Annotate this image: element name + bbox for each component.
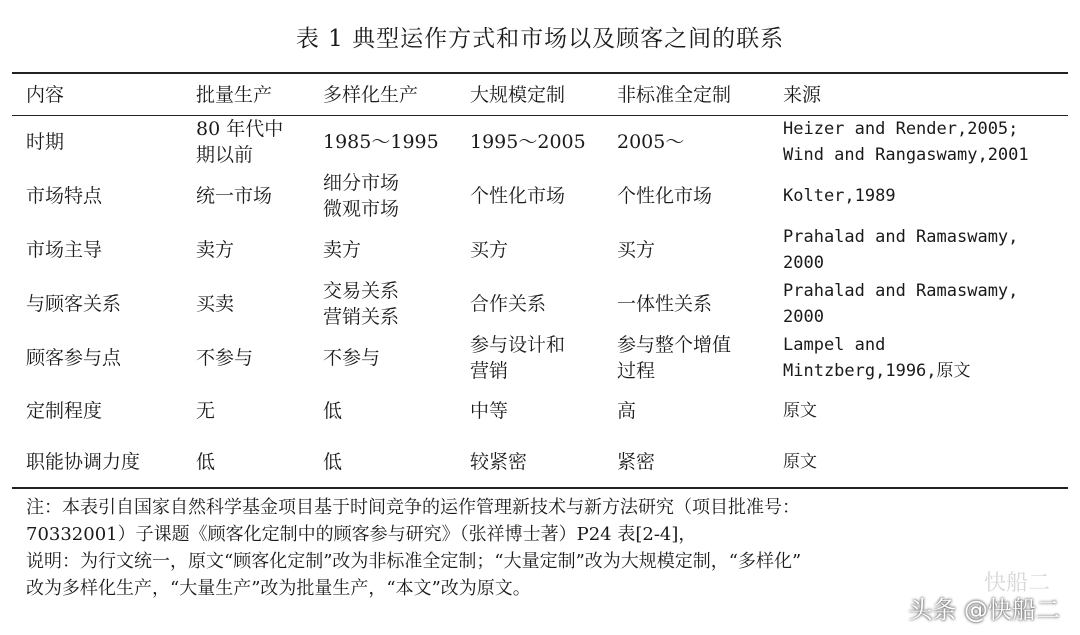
cell-batch: 低 [196, 450, 216, 473]
cell-mass-custom: 较紧密 [470, 450, 528, 473]
cell-mass-custom: 参与设计和 营销 [470, 334, 566, 382]
note-line: 说明：为行文统一，原文“顾客化定制”改为非标准全定制；“大量定制”改为大规模定制，“多样化” [26, 551, 802, 572]
cell-source: 原文 [783, 400, 817, 421]
cell-mass-custom: 买方 [470, 239, 509, 261]
cell-source: Prahalad and Ramaswamy, 2000 [783, 227, 1019, 273]
table-row [12, 115, 1068, 169]
table-row [12, 436, 1068, 487]
table-row [12, 223, 1068, 277]
cell-batch: 统一市场 [196, 185, 273, 207]
column-header: 来源 [783, 83, 822, 106]
row-label: 定制程度 [26, 399, 103, 422]
cell-mass-custom: 个性化市场 [470, 185, 566, 207]
cell-mass-custom: 1995～2005 [470, 131, 586, 153]
cell-variety: 交易关系 营销关系 [323, 280, 400, 328]
cell-full-custom: 个性化市场 [617, 185, 713, 207]
cell-source: 原文 [783, 451, 817, 472]
cell-full-custom: 高 [617, 399, 637, 422]
table-bottom-rule [12, 487, 1068, 489]
cell-full-custom: 2005～ [617, 131, 685, 153]
watermark-faint: 快船二 [983, 571, 1050, 596]
row-label: 市场主导 [26, 239, 103, 261]
row-label: 顾客参与点 [26, 347, 122, 369]
table-body [12, 115, 1068, 487]
cell-variety: 细分市场 微观市场 [323, 172, 400, 220]
row-label: 与顾客关系 [26, 293, 122, 315]
column-header: 大规模定制 [470, 83, 566, 106]
cell-batch: 无 [196, 399, 216, 422]
row-label: 职能协调力度 [26, 450, 141, 473]
cell-variety: 低 [323, 399, 343, 422]
column-header: 批量生产 [196, 83, 273, 106]
cell-full-custom: 紧密 [617, 450, 656, 473]
table-caption: 表 1 典型运作方式和市场以及顾客之间的联系 [295, 26, 785, 52]
cell-full-custom: 一体性关系 [617, 293, 713, 315]
cell-mass-custom: 合作关系 [470, 293, 547, 315]
note-line: 70332001）子课题《顾客化定制中的顾客参与研究》（张祥博士著）P24 表[2-4]， [26, 524, 697, 545]
row-label: 市场特点 [26, 185, 103, 207]
table-row [12, 169, 1068, 223]
cell-batch: 卖方 [196, 239, 235, 261]
cell-source: Kolter,1989 [783, 186, 896, 206]
column-header: 多样化生产 [323, 83, 419, 106]
table-header-row [12, 74, 1068, 115]
table-notes [26, 494, 1066, 602]
watermark: 头条 @快船二 [908, 596, 1060, 624]
table-row [12, 385, 1068, 436]
cell-full-custom: 买方 [617, 239, 656, 261]
column-header: 内容 [26, 83, 65, 106]
cell-batch: 买卖 [196, 293, 235, 315]
note-line: 注：本表引自国家自然科学基金项目基于时间竞争的运作管理新技术与新方法研究（项目批准号： [26, 497, 800, 518]
cell-full-custom: 参与整个增值 过程 [617, 334, 732, 382]
cell-batch: 不参与 [196, 347, 254, 369]
comparison-table [12, 74, 1068, 487]
cell-batch: 80 年代中 期以前 [196, 118, 284, 166]
cell-source: Prahalad and Ramaswamy, 2000 [783, 281, 1019, 327]
cell-variety: 低 [323, 450, 343, 473]
cell-mass-custom: 中等 [470, 399, 509, 422]
cell-source: Heizer and Render,2005; Wind and Rangaswamy,2001 [783, 119, 1029, 165]
cell-variety: 1985～1995 [323, 131, 439, 153]
table-row [12, 331, 1068, 385]
note-line: 改为多样化生产，“大量生产”改为批量生产，“本文”改为原文。 [26, 578, 531, 599]
cell-variety: 卖方 [323, 239, 362, 261]
cell-variety: 不参与 [323, 347, 381, 369]
row-label: 时期 [26, 131, 65, 153]
cell-source: Lampel and Mintzberg,1996,原文 [783, 335, 971, 381]
column-header: 非标准全定制 [617, 83, 732, 106]
table-row [12, 277, 1068, 331]
